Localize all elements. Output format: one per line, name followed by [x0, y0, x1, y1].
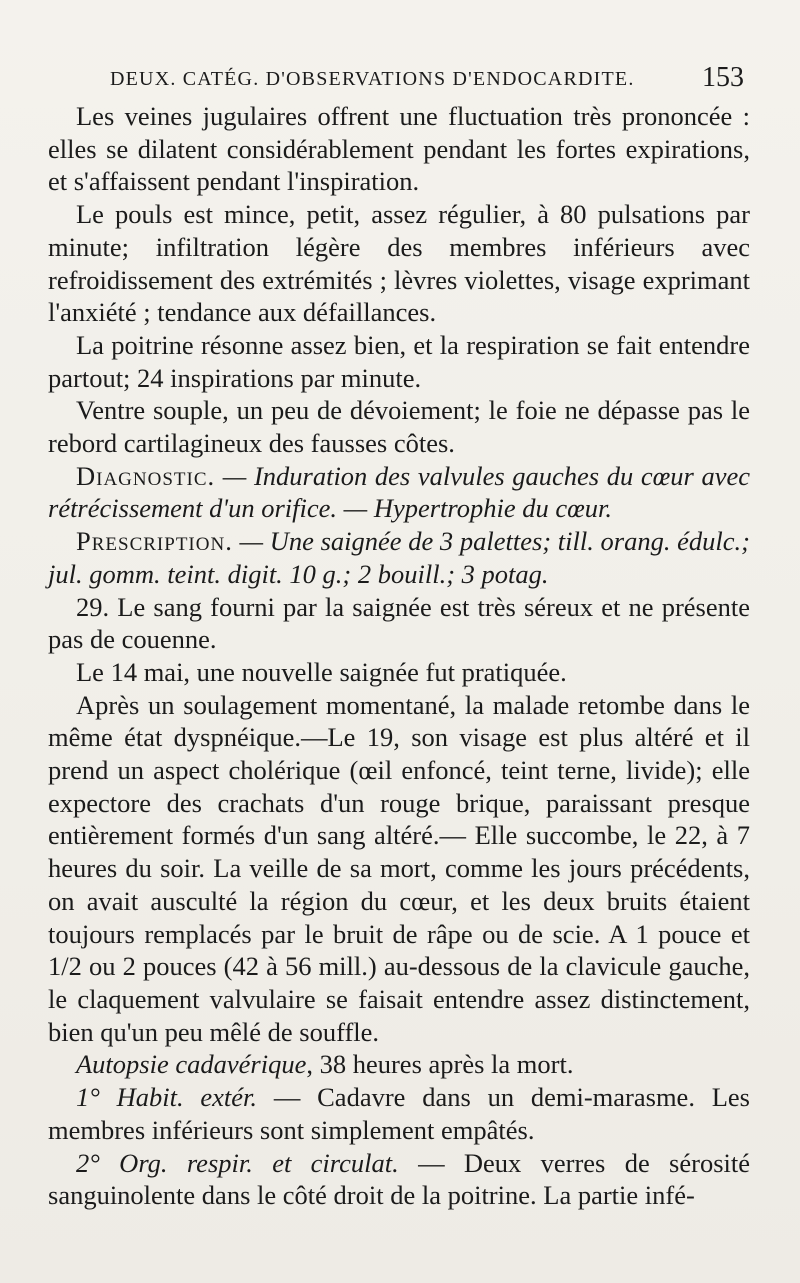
- paragraph: La poitrine résonne assez bien, et la respiration se fait entendre partout; 24 inspirations par minute.: [48, 329, 750, 393]
- organs-label: 2° Org. respir. et circulat.: [76, 1147, 399, 1178]
- prescription-text: — Une saignée de 3 palettes; till. orang. édulc.; jul. gomm. teint. digit. 10 g.; 2 bouill.; 3 potag.: [48, 526, 750, 589]
- paragraph: Les veines jugulaires offrent une fluctuation très prononcée : elles se dilatent considérablement pendant les fortes expirations, et s'affaissent pendant l'inspiration.: [48, 101, 750, 197]
- page-number: 153: [702, 62, 744, 93]
- diagnostic-paragraph: [48, 460, 750, 525]
- organs-text: — Deux verres de sérosité sanguinolente dans le côté droit de la poitrine. La partie infé-: [48, 1147, 750, 1211]
- autopsy-paragraph: [48, 1048, 750, 1081]
- paragraph: Le pouls est mince, petit, assez régulier, à 80 pulsations par minute; infiltration légère des membres inférieurs avec refroidissement des extrémités ; lèvres violettes, visage exprimant l'anxiété ; tendance aux défaillances.: [48, 199, 750, 328]
- autopsy-label: Autopsie cadavérique: [76, 1049, 307, 1080]
- paragraph: Ventre souple, un peu de dévoiement; le foie ne dépasse pas le rebord cartilagineux des fausses côtes.: [48, 395, 750, 459]
- running-header: [110, 60, 750, 94]
- running-title: DEUX. CATÉG. D'OBSERVATIONS D'ENDOCARDITE.: [110, 68, 635, 90]
- prescription-paragraph: [48, 525, 750, 590]
- habit-paragraph: [48, 1081, 750, 1146]
- habit-text: — Cadavre dans un demi-marasme. Les membres inférieurs sont simplement empâtés.: [48, 1082, 750, 1145]
- paragraph: Le 14 mai, une nouvelle saignée fut pratiquée.: [76, 656, 567, 687]
- diagnostic-label: Diagnostic.: [76, 460, 216, 491]
- organs-paragraph: [48, 1147, 750, 1212]
- habit-label: 1° Habit. extér.: [76, 1082, 258, 1113]
- diagnostic-text: — Induration des valvules gauches du cœur avec rétrécissement d'un orifice. — Hypertrophie du cœur.: [48, 460, 750, 524]
- paragraph: Après un soulagement momentané, la malade retombe dans le même état dyspnéique.—Le 19, son visage est plus altéré et il prend un aspect cholérique (œil enfoncé, teint terne, livide); elle expectore des crachats d'un rouge brique, paraissant presque entièrement formés d'un sang altéré.— Elle succombe, le 22, à 7 heures du soir. La veille de sa mort, comme les jours précédents, on avait ausculté la région du cœur, et les deux bruits étaient toujours remplacés par le bruit de râpe ou de scie. A 1 pouce et 1/2 ou 2 pouces (42 à 56 mill.) au-dessous de la clavicule gauche, le claquement valvulaire se faisait entendre assez distinctement, bien qu'un peu mêlé de souffle.: [48, 689, 750, 1047]
- page-body: [48, 100, 750, 1212]
- prescription-label: Prescription.: [76, 526, 233, 557]
- paragraph: 29. Le sang fourni par la saignée est très séreux et ne présente pas de couenne.: [48, 591, 750, 655]
- autopsy-text: , 38 heures après la mort.: [306, 1049, 574, 1080]
